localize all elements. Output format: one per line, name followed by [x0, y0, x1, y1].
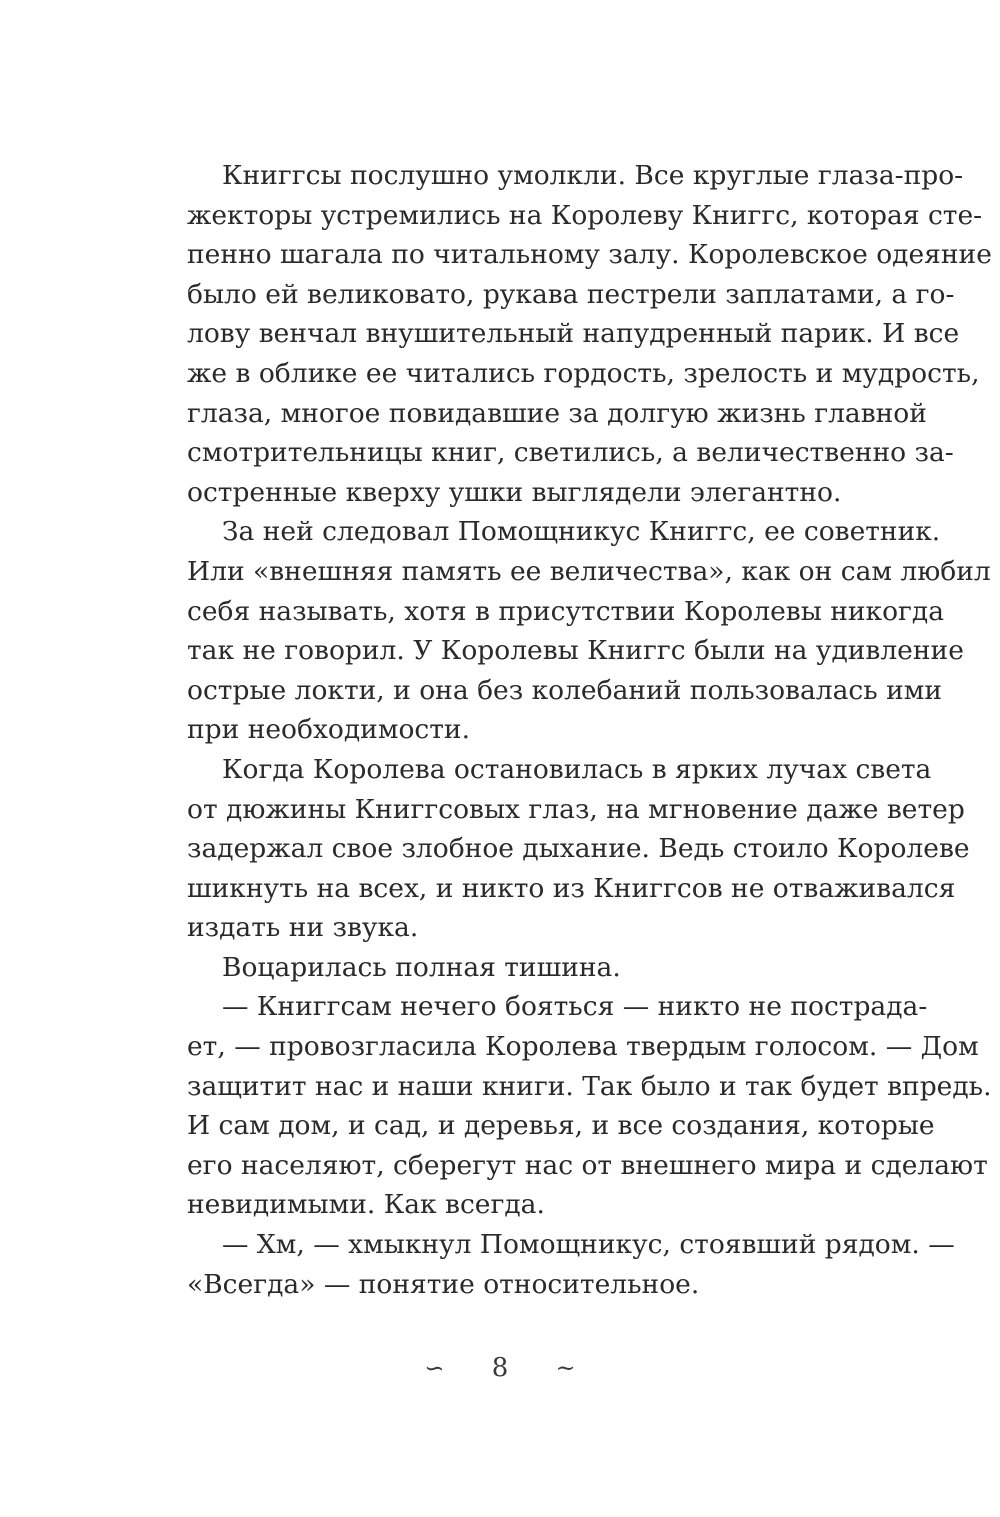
text-line: задержал свое злобное дыхание. Ведь стоило Королеве: [187, 833, 970, 865]
text-line: остренные кверху ушки выглядели элегантно.: [187, 476, 842, 508]
body-text: [187, 156, 992, 1304]
text-line: Когда Королева остановилась в ярких лучах света: [222, 753, 932, 785]
text-line: издать ни звука.: [187, 912, 419, 944]
text-line: от дюжины Книггсовых глаз, на мгновение даже ветер: [187, 793, 965, 825]
text-line: пенно шагала по читальному залу. Королевское одеяние: [187, 239, 992, 271]
page-footer: [0, 1352, 1000, 1383]
ornament-left-icon: ∽: [424, 1354, 445, 1382]
paragraph: [187, 987, 992, 1225]
text-line: глаза, многое повидавшие за долгую жизнь главной: [187, 397, 927, 429]
text-line: так не говорил. У Королевы Книггс были на удивление: [187, 635, 964, 667]
text-line: лову венчал внушительный напудренный парик. И все: [187, 318, 960, 350]
text-line: его населяют, сберегут нас от внешнего мира и сделают: [187, 1149, 988, 1181]
text-line: жекторы устремились на Королеву Книггс, которая сте-: [187, 199, 983, 231]
page-number: 8: [491, 1353, 509, 1383]
text-line: — Книггсам нечего бояться — никто не пострада-: [222, 991, 928, 1023]
text-line: За ней следовал Помощникус Книггс, ее советник.: [222, 516, 941, 548]
paragraph: [187, 948, 869, 988]
text-line: себя называть, хотя в присутствии Королевы никогда: [187, 595, 945, 627]
text-line: шикнуть на всех, и никто из Книггсов не отваживался: [187, 872, 956, 904]
text-line: острые локти, и она без колебаний пользовалась ими: [187, 674, 943, 706]
paragraph: [187, 1225, 955, 1304]
paragraph: [187, 512, 991, 750]
text-line: Книггсы послушно умолкли. Все круглые глаза-про-: [222, 160, 964, 191]
paragraph: [187, 750, 970, 948]
text-line: же в облике ее читались гордость, зрелость и мудрость,: [187, 357, 980, 389]
text-line: И сам дом, и сад, и деревья, и все создания, которые: [187, 1110, 935, 1142]
ornament-right-icon: ~: [555, 1354, 576, 1382]
text-line: невидимыми. Как всегда.: [187, 1189, 545, 1221]
text-line: при необходимости.: [187, 714, 470, 746]
paragraph: [187, 156, 992, 512]
text-line: было ей великовато, рукава пестрели заплатами, а го-: [187, 278, 955, 310]
text-line: Или «внешняя память ее величества», как он сам любил: [187, 555, 991, 587]
text-line: ет, — провозгласила Королева твердым голосом. — Дом: [187, 1031, 979, 1063]
text-line: — Хм, — хмыкнул Помощникус, стоявший рядом. —: [222, 1229, 955, 1261]
text-line: «Всегда» — понятие относительное.: [187, 1268, 700, 1300]
text-line: смотрительницы книг, светились, а величественно за-: [187, 437, 954, 469]
text-line: Воцарилась полная тишина.: [222, 951, 621, 983]
text-line: защитит нас и наши книги. Так было и так будет впредь.: [187, 1070, 992, 1102]
